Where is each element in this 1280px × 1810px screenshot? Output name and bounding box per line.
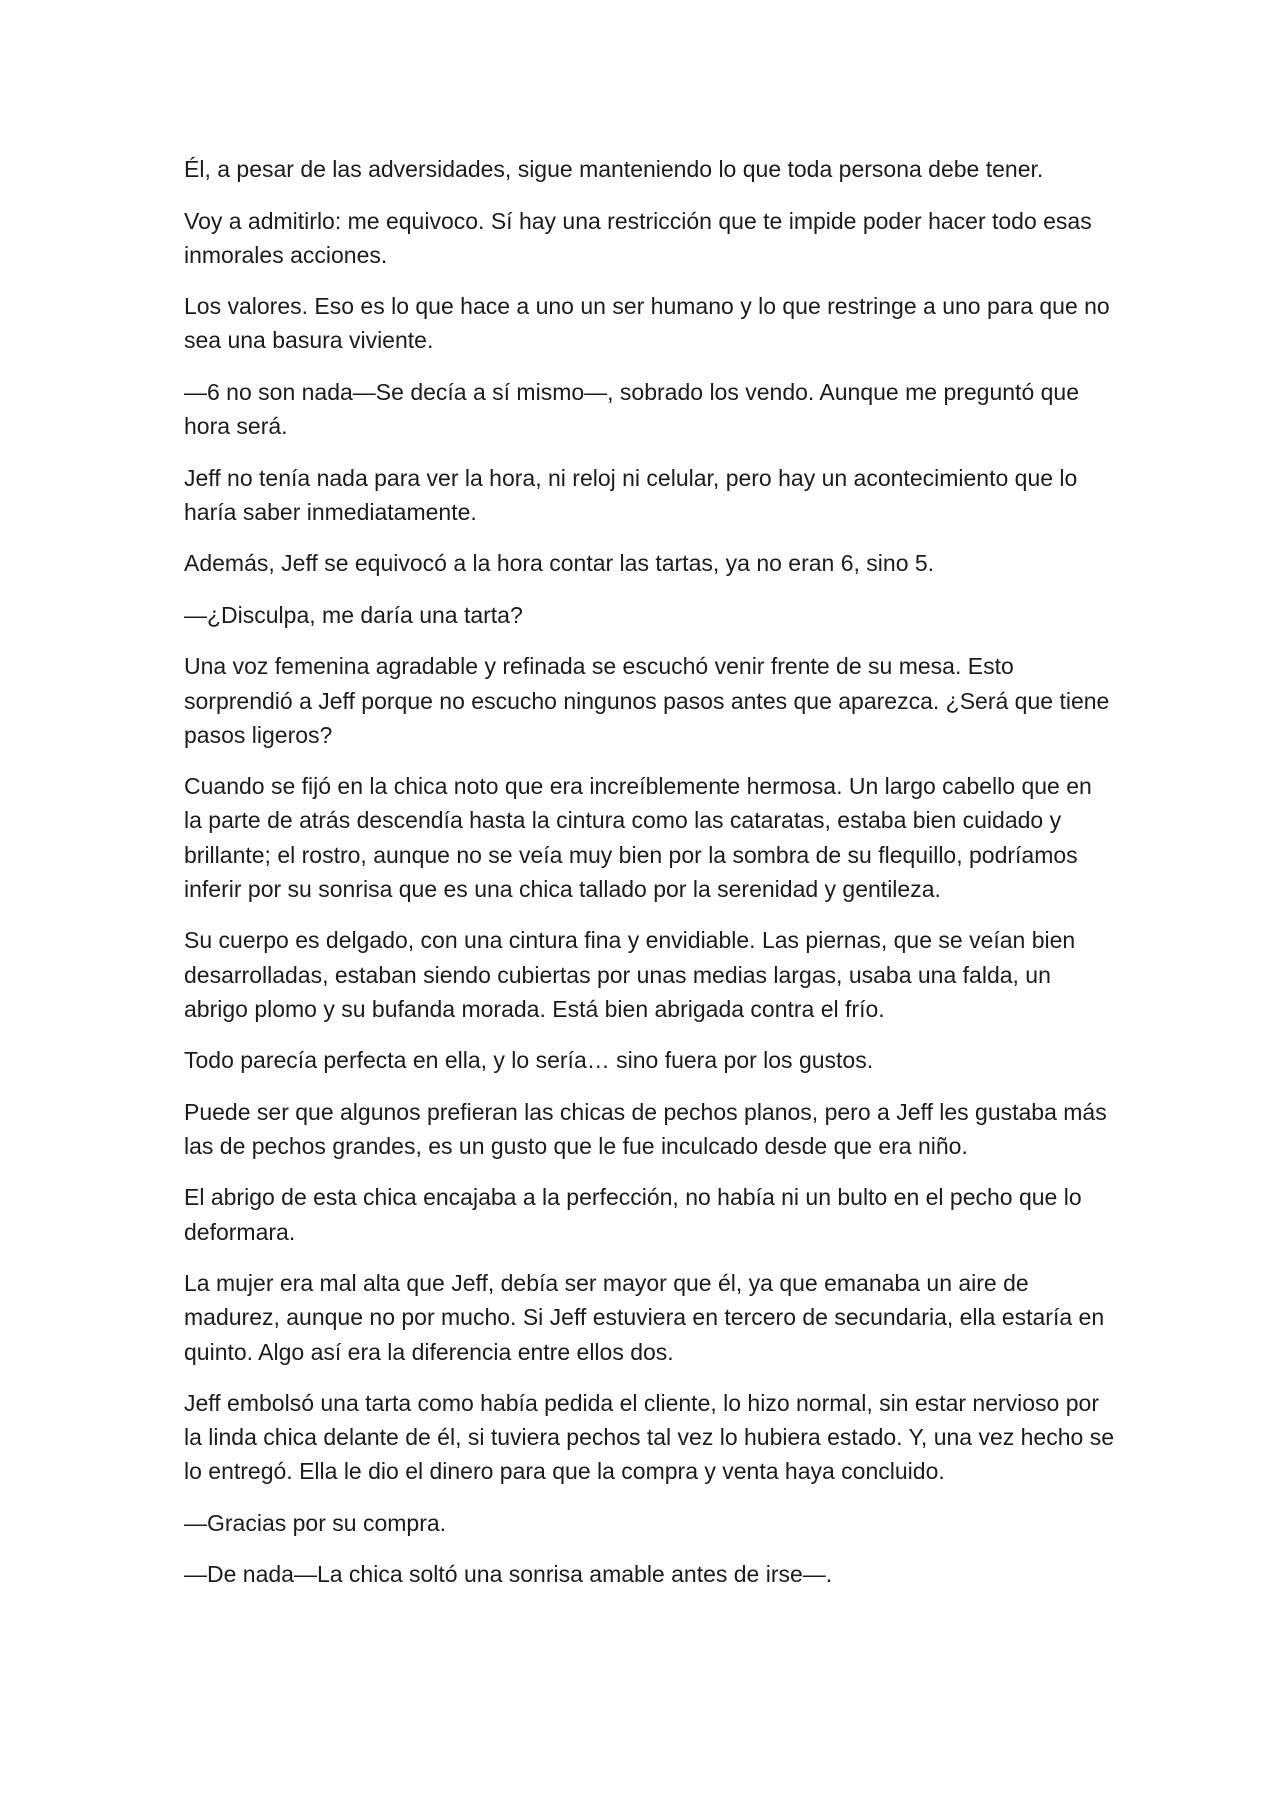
paragraph: Los valores. Eso es lo que hace a uno un ser humano y lo que restringe a uno para que no sea una basura viviente. [184,293,1110,354]
paragraph: Él, a pesar de las adversidades, sigue manteniendo lo que toda persona debe tener. [184,156,1044,182]
paragraph: Además, Jeff se equivocó a la hora contar las tartas, ya no eran 6, sino 5. [184,550,935,577]
paragraph: Puede ser que algunos prefieran las chicas de pechos planos, pero a Jeff les gustaba más las de pechos grandes, es un gusto que le fue inculcado desde que era niño. [184,1098,1107,1159]
paragraph: Jeff no tenía nada para ver la hora, ni reloj ni celular, pero hay un acontecimiento que lo haría saber inmediatamente. [184,464,1078,525]
paragraph: El abrigo de esta chica encajaba a la perfección, no había ni un bulto en el pecho que lo deformara. [184,1184,1082,1245]
paragraph: La mujer era mal alta que Jeff, debía ser mayor que él, ya que emanaba un aire de madurez, aunque no por mucho. Si Jeff estuviera en tercero de secundaria, ella estaría en quinto. Algo así era la diferencia entre ellos dos. [184,1270,1105,1365]
paragraph: Cuando se fijó en la chica noto que era increíblemente hermosa. Un largo cabello que en la parte de atrás descendía hasta la cintura como las cataratas, estaba bien cuidado y brillante; el rostro, aunque no se veía muy bien por la sombra de su flequillo, podríamos inferir por su sonrisa que es una chica tallado por la serenidad y gentileza. [184,773,1092,902]
paragraph: —6 no son nada—Se decía a sí mismo—, sobrado los vendo. Aunque me preguntó que hora será. [184,378,1080,440]
paragraph: Su cuerpo es delgado, con una cintura fina y envidiable. Las piernas, que se veían bien desarrolladas, estaban siendo cubiertas por unas medias largas, usaba una falda, un abrigo plomo y su bufanda morada. Está bien abrigada contra el frío. [184,927,1076,1022]
paragraph: Todo parecía perfecta en ella, y lo sería… sino fuera por los gustos. [184,1047,874,1074]
paragraph: —Gracias por su compra. [184,1509,447,1536]
document-body [184,152,1114,1609]
paragraph: Una voz femenina agradable y refinada se escuchó venir frente de su mesa. Esto sorprendió a Jeff porque no escucho ningunos pasos antes que aparezca. ¿Será que tiene pasos ligeros? [184,653,1110,748]
paragraph: Jeff embolsó una tarta como había pedida el cliente, lo hizo normal, sin estar nervioso por la linda chica delante de él, si tuviera pechos tal vez lo hubiera estado. Y, una vez hecho se lo entregó. Ella le dio el dinero para que la compra y venta haya concluido. [184,1390,1114,1485]
paragraph: —¿Disculpa, me daría una tarta? [184,601,523,628]
paragraph: Voy a admitirlo: me equivoco. Sí hay una restricción que te impide poder hacer todo esas inmorales acciones. [184,207,1092,268]
paragraph: —De nada—La chica soltó una sonrisa amable antes de irse—. [184,1561,833,1588]
